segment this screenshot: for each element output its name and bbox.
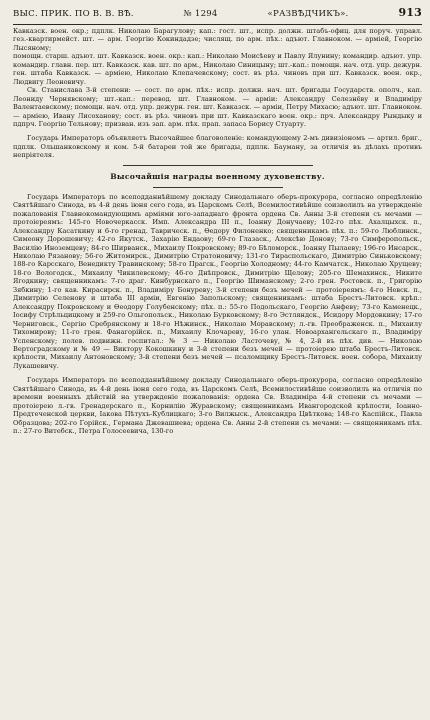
separator: [153, 187, 283, 188]
paragraph: Государь Императоръ по всеподданнѣйшему докладу Синодальнаго оберъ-прокурора, согласно опредѣленію Святѣйшаго Синода, въ 4-й день іюня сего года, въ Царскомъ Селѣ, Всемилостивѣйше соизволилъ на отличія по времени военныхъ дѣйствій на утвержденіе пожалованія: ордена Св. Владиміра 4-й степени съ мечами — протоіерею л.-гв. Гренадерскаго п., Корнилію Журавскому; священникамъ Ивангородской крѣпости, Іоанно-Предтеченской церкви, Іакова Пѣтухъ-Кублицкаго; 3-го Вилжыск., Александра Цвѣткова; 148-го Каспійск., Павла Образцова; 202-го Горійск., Германа Джевашиева; ордена Св. Анны 2-й степени съ мечами: — священникамъ пѣх. п.: 27-го Витебск., Петра Голосеевича, 130-го: [13, 376, 422, 436]
running-head-left: ВЫС. ПРИК. ПО В. В. ВѢ.: [13, 9, 134, 19]
clergy-awards-block: [13, 193, 422, 436]
running-head: [13, 0, 422, 20]
section-title: Высочайшія награды военному духовенству.: [110, 171, 325, 181]
paragraph: Государь Императоръ по всеподданнѣйшему докладу Синодальнаго оберъ-прокурора, согласно опредѣленію Святѣйшаго Синода, въ 4-й день іюня сего года, въ Царскомъ Селѣ, Всемилостивѣйше соизволилъ на утвержденіе пожалованія Главнокомандующимъ арміями юго-западнаго фронта ордена Св. Анны 3-й степени съ мечами — протоіереямъ: 145-го Новочеркасск. Имп. Александра III п., Іоанну Донучаеву; 102-го пѣх. Ахалцыхск. п., Александру Касаткину и 6-го гренад. Таврическ. п., Ѳедору Филоненко; священникамъ пѣх. п.: 59-го Люблинск., Симеону Дорошевичу; 42-го Якутск., Захарію Ендаову; 69-го Глазаск., Алексѣю Донову; 73-го Симферопольск., Василію Иноземцеву; 84-го Ширванск., Михаилу Покровскому; 89-го Бѣломорск., Іоанну Пылаеву; 196-го Инсарск., Николаю Рязанову; 56-го Житомирск., Димитрію Стратоновичу; 131-го Тираспольскаго, Димитрію Синьковскому; 188-го Карсскаго, Венедикту Травинскому; 58-го Прагск., Георгію Холодному; 44-го Камчатск., Николаю Хрущеву; 18-го Вологодск., Михаилу Чикилевскому; 46-го Днѣпровск., Димитрію Щелову; 205-го Шемахинск., Никите Ягодкину; священникамъ: 7-го драг. Кинбурнскаго п., Георгію Шиманскому; 2-го грен. Ростовск. п., Григорію Зябкину; 1-го кав. Кирасирск. п., Владиміру Бонуреву; 3-й степени безъ мечей — протоіереямъ: 4-го Невск. п., Димитрію Селенову и штаба III арміи, Евгенію Запольскому; священникамъ: штаба Брестъ-Литовск. крѣп.: Александру Покровскому и Ѳеодору Голубенскому; пѣх. п.: 55-го Подольскаго, Георгію Анфеву; 73-го Каменецк., Іосифу Стрѣльцицкому и 259-го Ольгопольск., Николаю Бурковскому; 8-го Эстляндск., Исидору Мордовкину; 17-го Черниговск., Сергію Сребрянскому и 18-го Нѣжинск., Николаю Моравскому; л.-гв. Преображенск. п., Михаилу Тихомирову; 11-го грен. Фанагорійск. п., Михаилу Клочареву, 16-го улан. Новоархангельскаго п., Владиміру Успенскому; полев. подвижн. госпитал.: № 3 — Николаю Ласточеву, № 4, 2-й въ пѣх. див. — Николаю Вертоградскому и № 49 — Виктору Кокошкину и 3-й степени безъ мечей — протоіерею штаба Брестъ-Литовск. крѣпости, Михаилу Антоновскому; 3-й степени безъ мечей — псаломщику Брестъ-Литовск. воен. собора, Михаилу Лукашевичу.: [13, 192, 422, 370]
page-number: 913: [398, 6, 422, 19]
paragraph: Государь Императоръ объявляетъ Высочайшее благоволеніе: командующему 2-мъ дивизіономъ — артил. бриг., пдплк. Ольшанковскому и ком. 5-й батареи той же бригады, пдплк. Бауману, за отличія въ дѣлахъ противъ непріятеля.: [13, 134, 422, 160]
issue-number: № 1294: [183, 9, 218, 19]
paragraph: помощн. старш. адъют. шт. Кавказск. воен. окр.: кап.: Николаю Моисѣеву и Павлу Ялунину; командир. адъют. упр. командир. главн. пер. шт. Кавказск. кав. шт. по арм., Николаю Синицыну; шт.-кап.: помощн. нач. отд. упр. дежурн. ген. штаба Кавказск. — арміею, Николаю Клепачевскому; сост. въ рѣз. чиновъ при шт. Кавказск. воен. окр., Людвигу Леоновичу.: [13, 52, 422, 86]
awards-block: [13, 27, 422, 160]
separator: [123, 165, 313, 166]
header-rule: [13, 24, 422, 25]
paragraph: Св. Станислава 3-й степени: — сост. по арм. пѣх.: испр. должн. нач. шт. бригады Государств. ополч., кап. Леониду Чернявскому; шт.-кап.: перевод. шт. Главноком. — арміи: Александру Селезнёву и Владиміру Валентаевскому; помощн. нач. отд. упр. дежурн. ген. шт. Кавказск. — арміи, Петру Михасю; адъют. шт. Главноком. — арміею, Ивану Лисоханову; сост. въ рѣз. чиновъ при шт. Кавказскаго воен. окр.: прч. Александру Рындыку и пдпрч. Георгію Тельнову; призван. изъ зап. арм. пѣх. прап. запаса Борису Стуарту.: [13, 86, 422, 128]
paragraph: Кавказск. воен. окр.; пдплк. Николаю Барагулову; кап.: гост. шт., испр. должн. штабъ-офиц. для поруч. управл. гез.-квартирмейст. шт. — арм. Георгію Кокиндадзе; числящ. по арм. пѣх.: адъют. Главноком. — арміей, Георгію Лысяному;: [13, 27, 422, 52]
journal-name: «РАЗВѢДЧИКЪ».: [267, 9, 349, 19]
